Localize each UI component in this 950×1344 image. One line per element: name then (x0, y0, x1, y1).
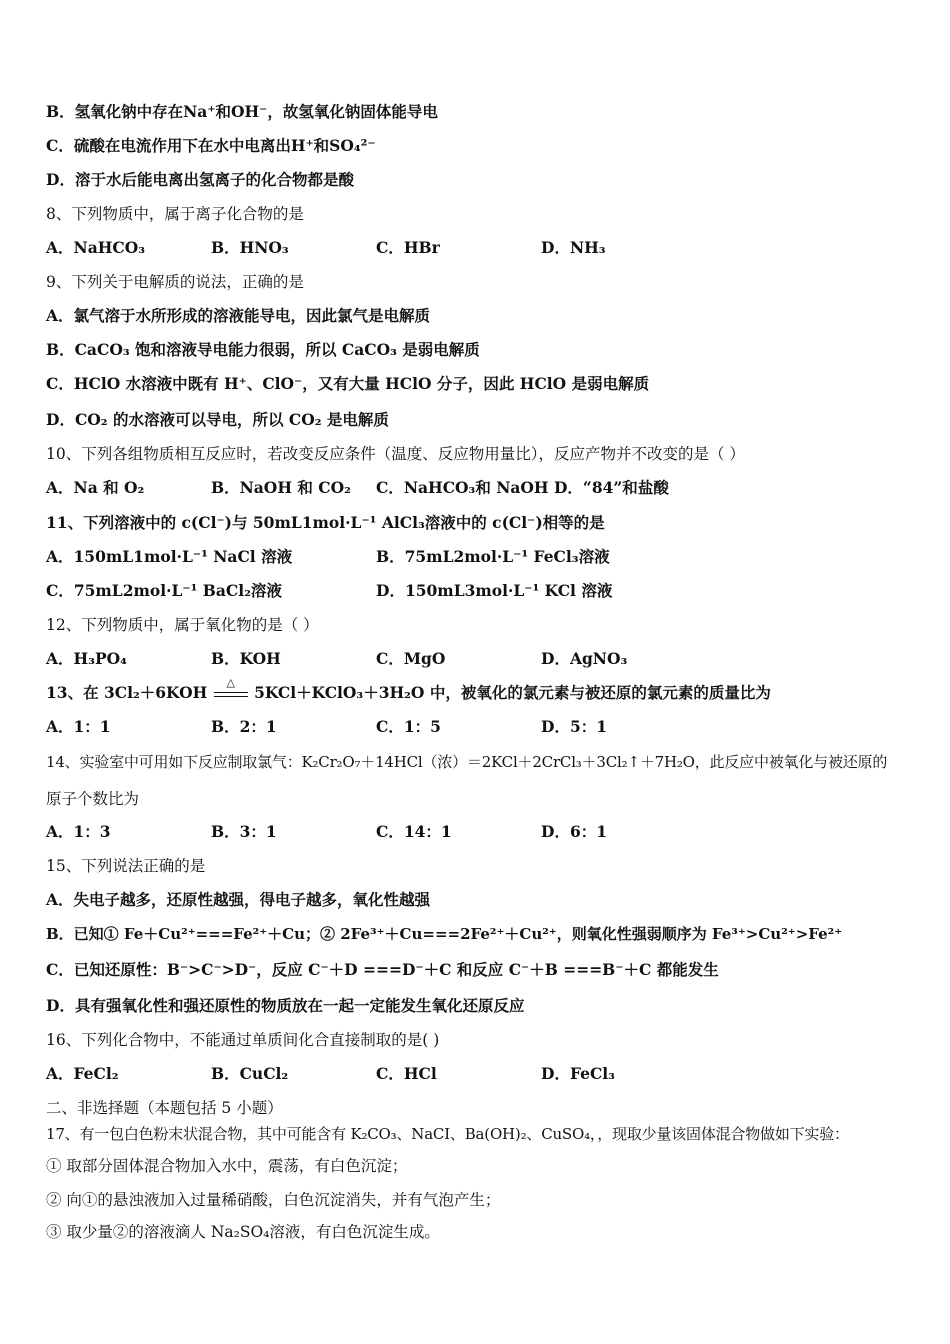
q8-option-a: A．NaHCO₃ (46, 238, 146, 257)
q12-option-b: B．KOH (211, 649, 281, 668)
q11-option-d: D．150mL3mol·L⁻¹ KCl 溶液 (376, 581, 613, 600)
q7-option-c: C．硫酸在电流作用下在水中电离出H⁺和SO₄²⁻ (46, 136, 376, 155)
q15-option-a: A．失电子越多，还原性越强，得电子越多，氧化性越强 (46, 890, 431, 909)
q16-stem: 16、下列化合物中，不能通过单质间化合直接制取的是( ) (46, 1031, 440, 1049)
q9-option-d: D．CO₂ 的水溶液可以导电，所以 CO₂ 是电解质 (46, 410, 389, 429)
q10-option-b: B．NaOH 和 CO₂ (211, 478, 351, 497)
q7-option-b: B．氢氧化钠中存在Na⁺和OH⁻，故氢氧化钠固体能导电 (46, 102, 438, 121)
q10-options (46, 477, 926, 499)
q11-option-c: C．75mL2mol·L⁻¹ BaCl₂溶液 (46, 581, 282, 600)
q16-option-d: D．FeCl₃ (541, 1064, 615, 1083)
q14-option-a: A．1：3 (46, 822, 111, 841)
q8-options (46, 237, 926, 259)
q17-step-1: ① 取部分固体混合物加入水中，震荡，有白色沉淀； (46, 1157, 408, 1175)
q10-option-cd: C．NaHCO₃和 NaOH D．“84”和盐酸 (376, 478, 669, 497)
q12-options (46, 648, 926, 670)
q10-stem: 10、下列各组物质相互反应时，若改变反应条件（温度、反应物用量比），反应产物并不改变的是（ ） (46, 445, 745, 463)
q9-option-c: C．HClO 水溶液中既有 H⁺、ClO⁻，又有大量 HClO 分子，因此 HClO 是弱电解质 (46, 374, 650, 393)
q11-option-b: B．75mL2mol·L⁻¹ FeCl₃溶液 (376, 547, 610, 566)
q12-option-d: D．AgNO₃ (541, 649, 628, 668)
q14-option-d: D．6：1 (541, 822, 608, 841)
q13-option-c: C．1：5 (376, 717, 441, 736)
q11-option-a: A．150mL1mol·L⁻¹ NaCl 溶液 (46, 547, 293, 566)
section-2-heading: 二、非选择题（本题包括 5 小题） (46, 1099, 283, 1117)
q8-stem: 8、下列物质中，属于离子化合物的是 (46, 205, 304, 223)
q13-option-a: A．1：1 (46, 717, 111, 736)
q13-options (46, 716, 926, 738)
heat-symbol: △ (226, 676, 235, 689)
q16-options (46, 1063, 926, 1085)
q11-options-row1 (46, 546, 926, 568)
q13-option-d: D．5：1 (541, 717, 608, 736)
q12-stem: 12、下列物质中，属于氧化物的是（ ） (46, 616, 319, 634)
q17-step-2: ② 向①的悬浊液加入过量稀硝酸，白色沉淀消失，并有气泡产生； (46, 1191, 501, 1209)
q16-option-b: B．CuCl₂ (211, 1064, 289, 1083)
q8-option-c: C．HBr (376, 238, 440, 257)
q13-option-b: B．2：1 (211, 717, 277, 736)
q8-option-d: D．NH₃ (541, 238, 606, 257)
q10-option-a: A．Na 和 O₂ (46, 478, 145, 497)
q13-stem (46, 676, 771, 704)
q14-option-c: C．14：1 (376, 822, 452, 841)
q9-option-b: B．CaCO₃ 饱和溶液导电能力很弱，所以 CaCO₃ 是弱电解质 (46, 340, 480, 359)
q11-options-row2 (46, 580, 926, 602)
q13-stem-right: 5KCl＋KClO₃＋3H₂O 中，被氧化的氯元素与被还原的氯元素的质量比为 (254, 683, 771, 702)
heating-arrow-sign (213, 676, 249, 704)
q16-option-c: C．HCl (376, 1064, 437, 1083)
q14-options (46, 821, 926, 843)
q15-option-b: B．已知① Fe＋Cu²⁺===Fe²⁺＋Cu；② 2Fe³⁺＋Cu===2Fe²⁺＋Cu²⁺，则氧化性强弱顺序为 Fe³⁺>Cu²⁺>Fe²⁺ (46, 925, 843, 943)
q16-option-a: A．FeCl₂ (46, 1064, 119, 1083)
q15-stem: 15、下列说法正确的是 (46, 857, 206, 875)
q15-option-c: C．已知还原性：B⁻>C⁻>D⁻，反应 C⁻＋D ===D⁻＋C 和反应 C⁻＋B ===B⁻＋C 都能发生 (46, 960, 719, 979)
q12-option-c: C．MgO (376, 649, 446, 668)
q14-stem-line1: 14、实验室中可用如下反应制取氯气：K₂Cr₂O₇＋14HCl（浓）＝2KCl＋2CrCl₃＋3Cl₂↑＋7H₂O，此反应中被氧化与被还原的 (46, 753, 888, 771)
q9-option-a: A．氯气溶于水所形成的溶液能导电，因此氯气是电解质 (46, 306, 431, 325)
q17-stem: 17、有一包白色粉末状混合物，其中可能含有 K₂CO₃、NaCI、Ba(OH)₂、CuSO₄，，现取少量该固体混合物做如下实验： (46, 1125, 849, 1143)
q14-option-b: B．3：1 (211, 822, 277, 841)
q8-option-b: B．HNO₃ (211, 238, 289, 257)
q9-stem: 9、下列关于电解质的说法，正确的是 (46, 273, 304, 291)
q7-option-d: D．溶于水后能电离出氢离子的化合物都是酸 (46, 170, 354, 189)
q11-stem: 11、下列溶液中的 c(Cl⁻)与 50mL1mol·L⁻¹ AlCl₃溶液中的 c(Cl⁻)相等的是 (46, 513, 605, 532)
q12-option-a: A．H₃PO₄ (46, 649, 127, 668)
q14-stem-line2: 原子个数比为 (46, 790, 140, 808)
q13-stem-left: 13、在 3Cl₂＋6KOH (46, 683, 208, 702)
q15-option-d: D．具有强氧化性和强还原性的物质放在一起一定能发生氧化还原反应 (46, 996, 525, 1015)
q17-step-3: ③ 取少量②的溶液滴人 Na₂SO₄溶液，有白色沉淀生成。 (46, 1223, 440, 1241)
